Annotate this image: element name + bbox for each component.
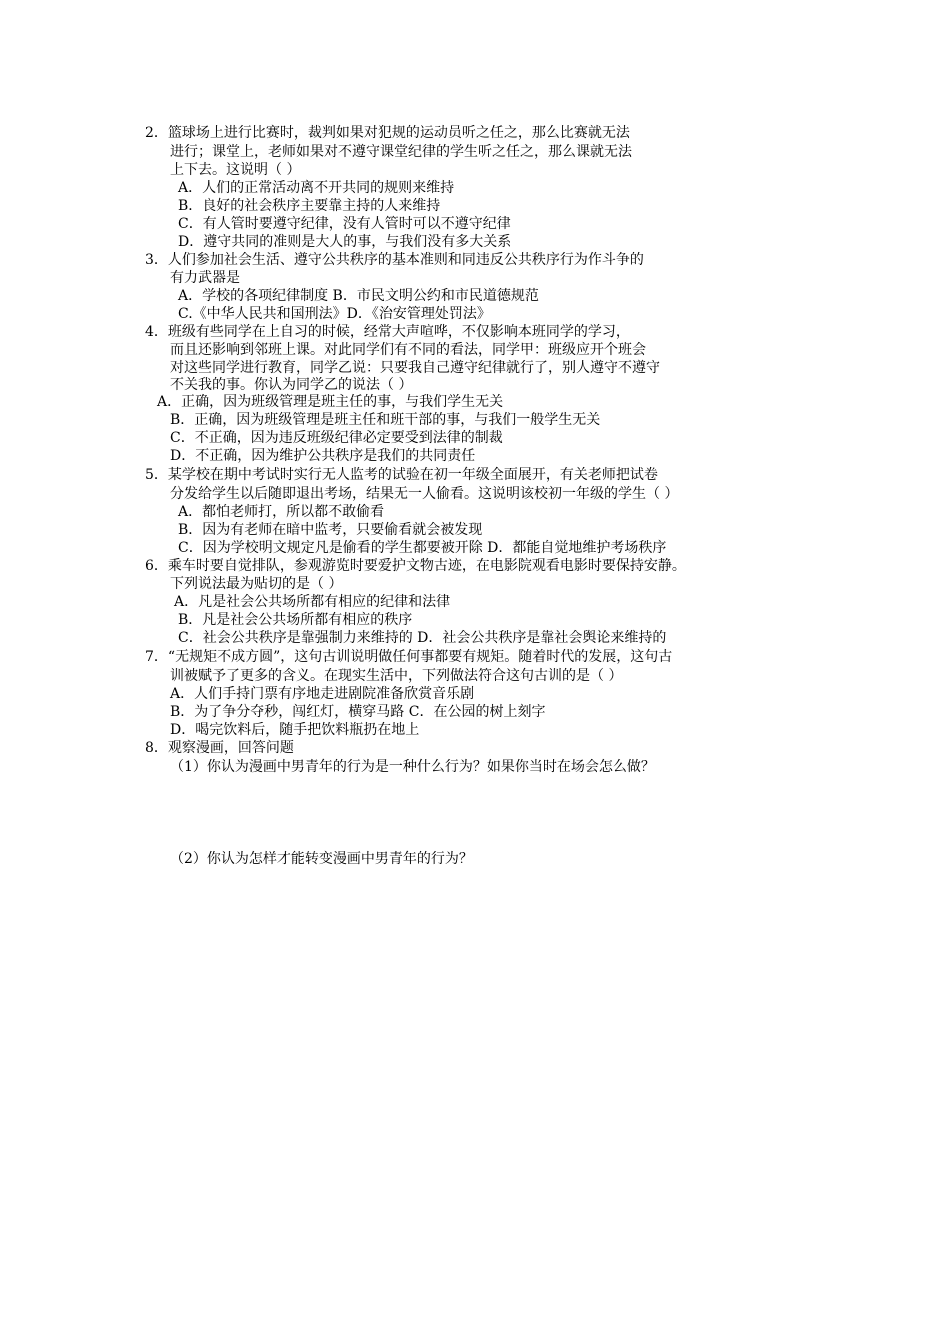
question-4-line-4: 不关我的事。你认为同学乙的说法（ ） — [170, 377, 413, 393]
question-5-option-b: B．因为有老师在暗中监考，只要偷看就会被发现 — [178, 522, 483, 538]
question-2-option-a: A．人们的正常活动离不开共同的规则来维持 — [178, 180, 455, 196]
question-8-line-1: 8．观察漫画，回答问题 — [145, 740, 294, 756]
question-5-line-1: 5．某学校在期中考试时实行无人监考的试验在初一年级全面展开，有关老师把试卷 — [145, 467, 658, 483]
question-4-line-2: 而且还影响到邻班上课。对此同学们有不同的看法，同学甲：班级应开个班会 — [170, 342, 646, 358]
question-2-option-d: D．遵守共同的准则是大人的事，与我们没有多大关系 — [178, 234, 512, 250]
question-5-option-a: A．都怕老师打，所以都不敢偷看 — [178, 504, 385, 520]
question-8-part-2: （2）你认为怎样才能转变漫画中男青年的行为？ — [170, 851, 473, 867]
question-2-option-b: B．良好的社会秩序主要靠主持的人来维持 — [178, 198, 441, 214]
question-4-option-a: A．正确，因为班级管理是班主任的事，与我们学生无关 — [157, 394, 504, 410]
question-7-line-1: 7．“无规矩不成方圆”，这句古训说明做任何事都要有规矩。随着时代的发展，这句古 — [145, 649, 673, 665]
question-2-line-2: 进行；课堂上，老师如果对不遵守课堂纪律的学生听之任之，那么课就无法 — [170, 144, 632, 160]
question-7-option-bc: B．为了争分夺秒，闯红灯，横穿马路 C．在公园的树上刻字 — [170, 704, 546, 720]
question-6-option-cd: C．社会公共秩序是靠强制力来维持的 D．社会公共秩序是靠社会舆论来维持的 — [178, 630, 667, 646]
question-8-part-1: （1）你认为漫画中男青年的行为是一种什么行为？如果你当时在场会怎么做？ — [170, 759, 655, 775]
question-3-option-cd: C.《中华人民共和国刑法》D．《治安管理处罚法》 — [178, 306, 491, 322]
question-4-line-3: 对这些同学进行教育，同学乙说：只要我自己遵守纪律就行了，别人遵守不遵守 — [170, 360, 660, 376]
question-4-option-d: D．不正确，因为维护公共秩序是我们的共同责任 — [170, 448, 476, 464]
question-6-line-2: 下列说法最为贴切的是（ ） — [170, 576, 343, 592]
question-3-line-1: 3．人们参加社会生活、遵守公共秩序的基本准则和同违反公共秩序行为作斗争的 — [145, 252, 644, 268]
question-2-line-1: 2．篮球场上进行比赛时，裁判如果对犯规的运动员听之任之，那么比赛就无法 — [145, 125, 630, 141]
question-5-line-2: 分发给学生以后随即退出考场，结果无一人偷看。这说明该校初一年级的学生（ ） — [170, 486, 679, 502]
question-2-option-c: C．有人管时要遵守纪律，没有人管时可以不遵守纪律 — [178, 216, 511, 232]
question-4-line-1: 4．班级有些同学在上自习的时候，经常大声喧哗，不仅影响本班同学的学习， — [145, 324, 630, 340]
question-3-line-2: 有力武器是 — [170, 270, 240, 286]
question-6-option-a: A．凡是社会公共场所都有相应的纪律和法律 — [174, 594, 451, 610]
question-4-option-c: C．不正确，因为违反班级纪律必定要受到法律的制裁 — [170, 430, 503, 446]
question-2-line-3: 上下去。这说明（ ） — [170, 162, 301, 178]
question-3-option-ab: A．学校的各项纪律制度 B．市民文明公约和市民道德规范 — [178, 288, 539, 304]
question-7-line-2: 训被赋予了更多的含义。在现实生活中，下列做法符合这句古训的是（ ） — [170, 668, 623, 684]
question-6-option-b: B．凡是社会公共场所都有相应的秩序 — [178, 612, 413, 628]
question-7-option-a: A．人们手持门票有序地走进剧院准备欣赏音乐剧 — [170, 686, 475, 702]
question-5-option-cd: C．因为学校明文规定凡是偷看的学生都要被开除 D．都能自觉地维护考场秩序 — [178, 540, 667, 556]
question-6-line-1: 6．乘车时要自觉排队，参观游览时要爱护文物古迹，在电影院观看电影时要保持安静。 — [145, 558, 686, 574]
question-4-option-b: B．正确，因为班级管理是班主任和班干部的事，与我们一般学生无关 — [170, 412, 601, 428]
question-7-option-d: D．喝完饮料后，随手把饮料瓶扔在地上 — [170, 722, 420, 738]
